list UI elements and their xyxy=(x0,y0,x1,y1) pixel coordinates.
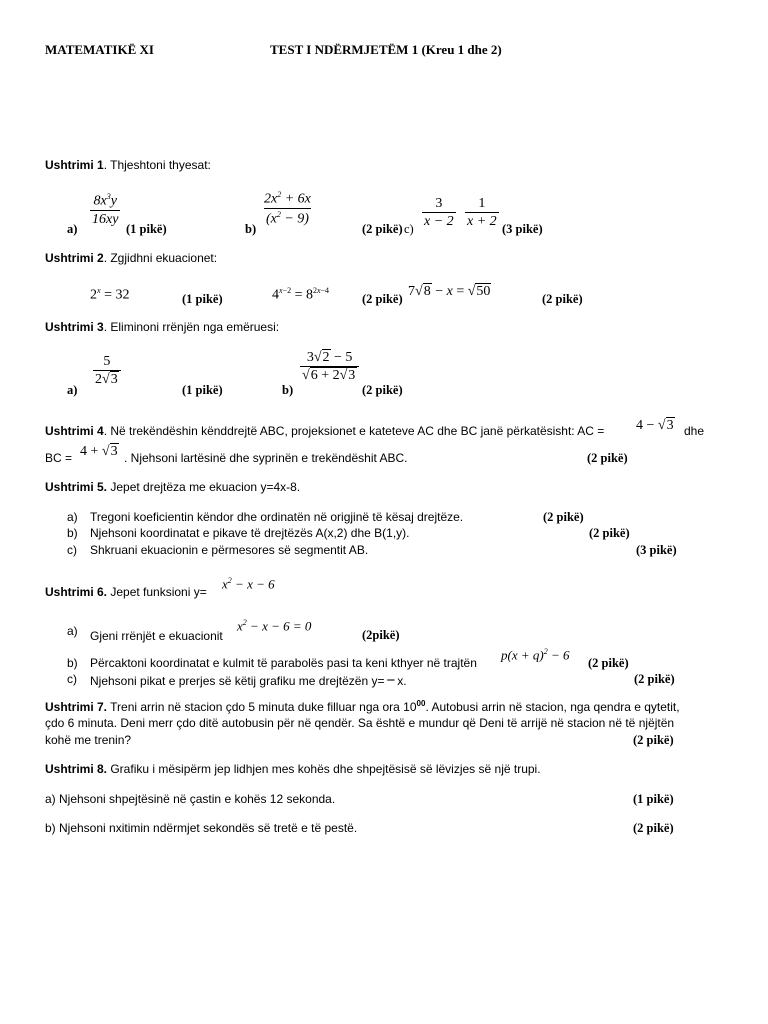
exercise-1a-fraction: $\frac{8x^3y}{16xy}$ xyxy=(92,192,119,227)
exercise-6c-label: c) xyxy=(67,672,77,686)
exercise-8-text: Grafiku i mësipërm jep lidhjen mes kohës dhe shpejtësisë së lëvizjes së një trupi. xyxy=(107,762,541,776)
exercise-5-title: Ushtrimi 5. xyxy=(45,480,108,494)
exercise-5-heading xyxy=(45,480,300,494)
exercise-7-sup: 00 xyxy=(416,699,426,708)
exercise-8b-text: b) Njehsoni nxitimin ndërmjet sekondës së tretë e të pestë. xyxy=(45,821,358,835)
exercise-6b-text: Përcaktoni koordinatat e kulmit të parabolës pasi ta keni kthyer në trajtën xyxy=(90,656,477,670)
exercise-8a-text: a) Njehsoni shpejtësinë në çastin e kohës 12 sekonda. xyxy=(45,792,336,806)
exercise-4-text-2: . Njehsoni lartësinë dhe syprinën e trekëndëshit ABC. xyxy=(124,451,408,465)
exercise-4-text-1: . Në trekëndëshin kënddrejtë ABC, projeksionet e kateteve AC dhe BC janë përkatësisht: AC = xyxy=(103,424,605,438)
exercise-2-eq1-points: (1 pikë) xyxy=(182,292,223,306)
exercise-6a-equation: $x^2 - x - 6 = 0$ xyxy=(237,618,312,634)
exercise-2-title: Ushtrimi 2 xyxy=(45,251,104,265)
exercise-6b-form: $p(x + q)^2 - 6$ xyxy=(501,647,570,663)
exercise-4-points: (2 pikë) xyxy=(587,451,628,465)
subject-title: MATEMATIKË XI xyxy=(45,42,154,57)
exercise-7-title: Ushtrimi 7. xyxy=(45,700,108,714)
exercise-2-equation-1: $2^x = 32$ xyxy=(90,286,130,303)
exercise-6c-var: x. xyxy=(397,674,407,688)
exercise-6-title: Ushtrimi 6. xyxy=(45,585,108,599)
exercise-5-text: Jepet drejtëza me ekuacion y=4x-8. xyxy=(107,480,301,494)
exercise-3b-label: b) xyxy=(282,383,294,397)
exercise-5-item-b-text: Njehsoni koordinatat e pikave të drejtëzës A(x,2) dhe B(1,y). xyxy=(90,526,410,540)
exercise-1-title: Ushtrimi 1 xyxy=(45,158,104,172)
exercise-7-line-2: çdo 6 minuta. Deni merr çdo ditë autobusin për në qendër. Sa është e mundur që Deni të arrijë në stacion në të njëjtën xyxy=(45,716,675,730)
exercise-6c-minus: − xyxy=(386,672,396,689)
exercise-6-text: Jepet funksioni y= xyxy=(107,585,207,599)
exercise-4-title: Ushtrimi 4 xyxy=(45,424,104,438)
exercise-3a-points: (1 pikë) xyxy=(182,383,223,397)
exercise-1b-fraction: $\frac{2x^2 + 6x}{(x^2 - 9)}$ xyxy=(264,190,311,227)
exercise-8a-points: (1 pikë) xyxy=(633,792,674,806)
exercise-2-heading xyxy=(45,251,217,265)
exercise-1b-label: b) xyxy=(245,222,257,236)
exercise-7-text-1b: . Autobusi arrin në stacion, nga qendra e qytetit, xyxy=(425,700,680,714)
exercise-2-eq2-points: (2 pikë) xyxy=(362,292,403,306)
exercise-7-line-1 xyxy=(45,699,680,714)
exercise-4-bc-label: BC = xyxy=(45,451,73,465)
exercise-1b-points: (2 pikë) xyxy=(362,222,403,236)
exercise-6c-text-main: Njehsoni pikat e prerjes së këtij grafiku me drejtëzën y= xyxy=(90,674,385,688)
exercise-3b-fraction: $\frac{3√2 - 5}{√6 + 2√3}$ xyxy=(300,350,359,384)
exercise-4-line-1 xyxy=(45,424,604,438)
exercise-8-heading xyxy=(45,762,541,776)
exercise-8-title: Ushtrimi 8. xyxy=(45,762,108,776)
exercise-7-line-3: kohë me trenin? xyxy=(45,733,132,747)
exercise-6-function: $x^2 - x - 6$ xyxy=(222,576,275,592)
exercise-5-item-a-label: a) xyxy=(67,510,78,524)
exercise-2-equation-3: 7√8 − x = √50 xyxy=(408,284,491,299)
exercise-7-text-1: Treni arrin në stacion çdo 5 minuta duke filluar nga ora 10 xyxy=(107,700,417,714)
exercise-5-item-a-text: Tregoni koeficientin këndor dhe ordinatën në origjinë të kësaj drejtëze. xyxy=(90,510,464,524)
exercise-5-item-b-label: b) xyxy=(67,526,78,540)
exercise-1a-label: a) xyxy=(67,222,78,236)
exercise-3a-fraction: $\frac{5}{2√3}$ xyxy=(93,354,121,388)
exercise-3-text: . Eliminoni rrënjën nga emëruesi: xyxy=(103,320,280,334)
exercise-3-heading xyxy=(45,320,279,334)
exercise-6a-text: Gjeni rrënjët e ekuacionit xyxy=(90,629,223,643)
exercise-3a-label: a) xyxy=(67,383,78,397)
exercise-2-eq3-points: (2 pikë) xyxy=(542,292,583,306)
exercise-6b-label: b) xyxy=(67,656,78,670)
exercise-6a-label: a) xyxy=(67,624,78,638)
exercise-6-heading xyxy=(45,585,207,599)
exercise-6c-points: (2 pikë) xyxy=(634,672,675,686)
exercise-6a-points: (2pikë) xyxy=(362,628,400,642)
exercise-3-title: Ushtrimi 3 xyxy=(45,320,104,334)
exercise-4-ac-value: 4 − √3 xyxy=(636,418,674,433)
exercise-2-text: . Zgjidhni ekuacionet: xyxy=(103,251,218,265)
exercise-4-text-1-end: dhe xyxy=(684,424,705,438)
exercise-1c-label: c) xyxy=(404,222,414,236)
exercise-5-item-b-points: (2 pikë) xyxy=(589,526,630,540)
exercise-1c-fraction-1: $\frac{3}{x - 2}$ xyxy=(424,196,454,230)
exercise-7-points: (2 pikë) xyxy=(633,733,674,747)
exercise-1-heading xyxy=(45,158,211,172)
exercise-5-item-a-points: (2 pikë) xyxy=(543,510,584,524)
exercise-6c-text xyxy=(90,672,407,689)
exercise-1c-fraction-2: $\frac{1}{x + 2}$ xyxy=(467,196,497,230)
test-title: TEST I NDËRMJETËM 1 (Kreu 1 dhe 2) xyxy=(270,42,502,57)
exercise-4-bc-value: 4 + √3 xyxy=(80,444,118,459)
exercise-5-item-c-text: Shkruani ekuacionin e përmesores së segmentit AB. xyxy=(90,543,369,557)
exercise-2-equation-2: $4^{x-2} = 8^{2x-4}$ xyxy=(272,286,330,303)
exercise-1-text: . Thjeshtoni thyesat: xyxy=(103,158,211,172)
exercise-8b-points: (2 pikë) xyxy=(633,821,674,835)
exercise-6b-points: (2 pikë) xyxy=(588,656,629,670)
exercise-1a-points: (1 pikë) xyxy=(126,222,167,236)
exercise-5-item-c-label: c) xyxy=(67,543,77,557)
exercise-5-item-c-points: (3 pikë) xyxy=(636,543,677,557)
exercise-3b-points: (2 pikë) xyxy=(362,383,403,397)
exercise-1c-points: (3 pikë) xyxy=(502,222,543,236)
